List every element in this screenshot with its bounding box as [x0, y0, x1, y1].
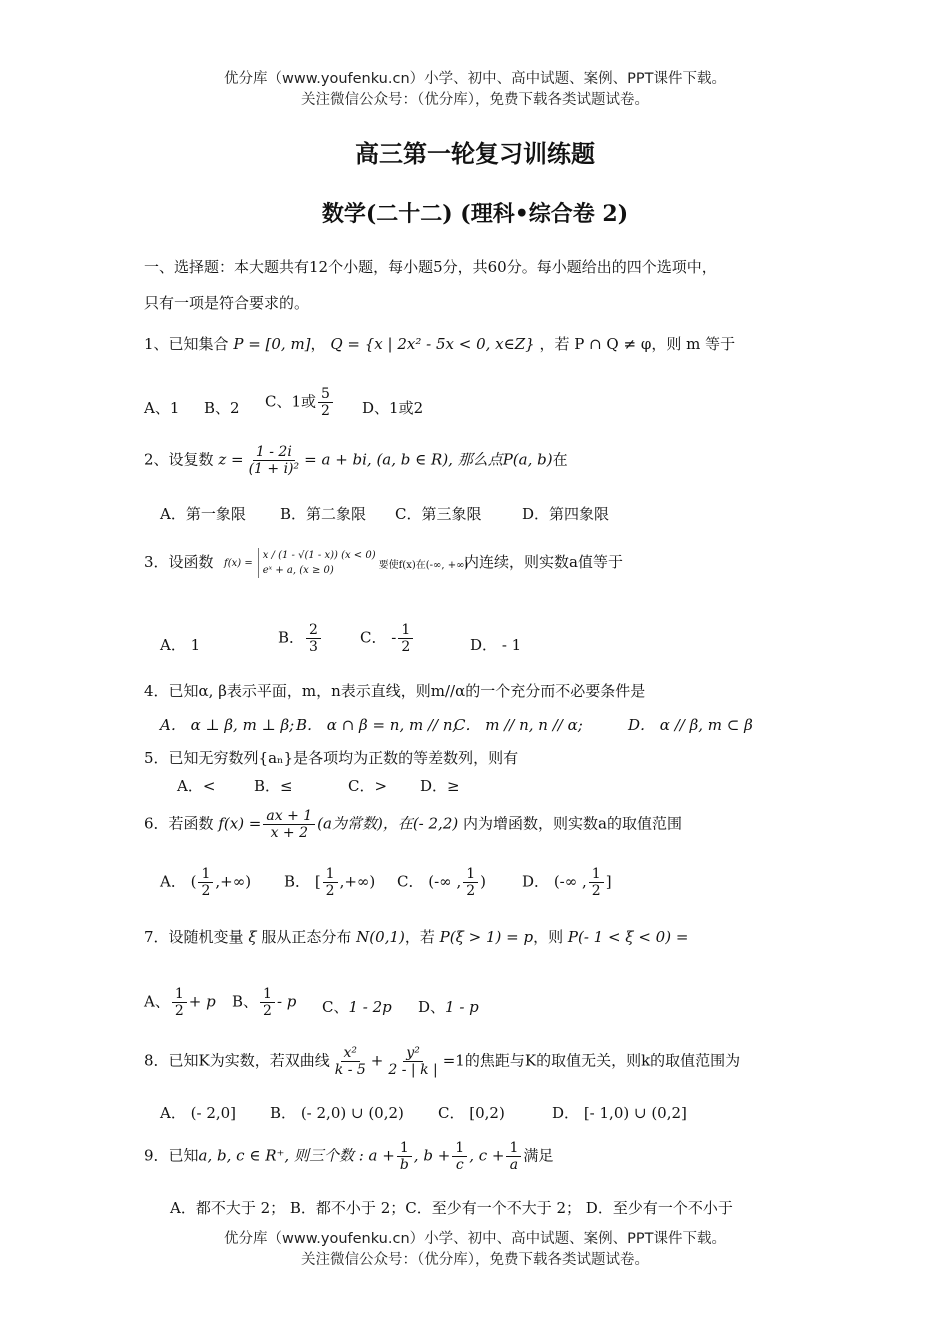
q3-b-den: 3: [309, 639, 318, 655]
q6-d-fraction: [589, 866, 604, 899]
q8-fraction-1: [332, 1045, 369, 1078]
q7-xi: ξ: [248, 928, 257, 946]
q8-plus: +: [370, 1051, 384, 1070]
q8-c-label: C．: [438, 1104, 465, 1122]
q6-b-den: 2: [325, 883, 335, 899]
q1-option-c-fraction: [318, 386, 333, 419]
question-1: [144, 333, 735, 354]
q6-c-fraction: [463, 866, 478, 899]
q8-d-value: [- 1,0) ∪ (0,2]: [583, 1104, 687, 1122]
q8-d-label: D．: [552, 1104, 580, 1122]
q1-label: 1、已知集合: [144, 335, 229, 353]
q6-option-d: [522, 866, 612, 899]
q3-option-b-fraction: [306, 622, 321, 655]
q2-option-c: C．第三象限: [395, 505, 482, 523]
q3-tail: 内连续，则实数a值等于: [464, 553, 623, 571]
q8-eq: =1: [442, 1051, 465, 1070]
q8-den-2: 2 - | k |: [388, 1062, 438, 1078]
q1-sep: ，: [310, 335, 326, 353]
q6-b-left: [: [314, 872, 321, 891]
q3-mid: 要使f(x)在(-∞, +∞): [378, 559, 469, 571]
q7-b-label: B、: [232, 992, 259, 1011]
q3-case-1: x / (1 - √(1 - x)) (x < 0): [262, 550, 376, 561]
q9-mid-2: , c +: [469, 1146, 505, 1165]
section-instructions-1: 一、选择题：本大题共有12个小题，每小题5分，共60分。每小题给出的四个选项中，: [144, 258, 717, 276]
q7-normal: N(0,1): [356, 928, 405, 946]
q3-fx: f(x) =: [224, 557, 253, 569]
q3-label: 3．设函数: [144, 553, 214, 571]
q8-a-label: A．: [160, 1104, 186, 1122]
q2-tail: 在: [552, 450, 568, 469]
q9-mid-1: , b +: [413, 1146, 451, 1165]
q4-option-b: B． α ∩ β = n, m // n;: [296, 716, 458, 734]
question-2: [144, 444, 568, 477]
q6-b-label: B．: [284, 872, 311, 891]
q8-tail: 的焦距与K的取值无关，则k的取值范围为: [464, 1051, 741, 1070]
q1-option-c: [265, 386, 335, 419]
q2-fraction: [246, 444, 303, 477]
q3-c-num: 1: [398, 622, 413, 639]
q8-num-1: x²: [341, 1045, 361, 1062]
q6-d-left: (-∞ ,: [553, 872, 587, 891]
q1-option-b: B、2: [204, 399, 240, 417]
q6-a-label: A．: [160, 872, 186, 891]
q7-b-den: 2: [263, 1003, 272, 1019]
q4-option-c: C． m // n, n // α;: [454, 716, 583, 734]
q1-option-c-label: C、1或: [265, 392, 317, 411]
q6-num: ax + 1: [263, 808, 315, 825]
q1-set-q: Q = {x | 2x² - 5x < 0, x∈Z}: [330, 335, 535, 353]
question-9: [144, 1140, 553, 1173]
q7-a-right: + p: [188, 992, 216, 1011]
q6-fx: f(x) =: [218, 814, 262, 833]
q3-case-2: eˣ + a, (x ≥ 0): [262, 565, 334, 576]
q7-ask: P(- 1 < ξ < 0) =: [567, 928, 689, 946]
q2-z: z =: [218, 450, 244, 469]
q6-a-right: ,+∞): [215, 872, 252, 891]
q9-frac-a: [506, 1140, 521, 1173]
question-5: 5．已知无穷数列{aₙ}是各项均为正数的等差数列，则有: [144, 749, 519, 767]
q3-option-a: A． 1: [160, 636, 201, 654]
q6-rest: (a为常数)，在(- 2,2): [317, 814, 459, 833]
q2-num: 1 - 2i: [253, 444, 295, 461]
q6-option-c: [397, 866, 486, 899]
q9-frac-b: [397, 1140, 412, 1173]
q6-a-fraction: [198, 866, 213, 899]
q7-label: 7．设随机变量: [144, 928, 244, 946]
q1-c-den: 2: [321, 403, 330, 419]
q1-option-a: A、1: [144, 399, 180, 417]
q8-c-value: [0,2): [469, 1104, 505, 1122]
q8-fraction-2: [385, 1045, 440, 1078]
q6-a-num: 1: [198, 866, 213, 883]
q9-b-num: 1: [397, 1140, 412, 1157]
q3-option-c-label: C． -: [360, 628, 397, 647]
q9-label: 9．已知: [144, 1146, 199, 1165]
q7-a-den: 2: [174, 1003, 184, 1019]
q9-condition: a, b, c ∈ R⁺, 则三个数 : a +: [198, 1146, 395, 1165]
q8-a-value: (- 2,0]: [190, 1104, 237, 1122]
q9-a-num: 1: [506, 1140, 521, 1157]
q6-option-a: [160, 866, 251, 899]
q3-cases: [258, 548, 376, 578]
q7-option-a: [144, 986, 216, 1019]
q7-b-right: - p: [276, 992, 297, 1011]
document-subtitle: 数学(二十二) (理科•综合卷 2): [321, 201, 629, 227]
q6-den: x + 2: [270, 825, 308, 841]
document-title: 高三第一轮复习训练题: [355, 139, 595, 168]
footer-line-1: 优分库（www.youfenku.cn）小学、初中、高中试题、案例、PPT课件下载。: [224, 1231, 726, 1247]
q6-c-right: ): [480, 872, 486, 891]
q1-option-d: D、1或2: [362, 399, 424, 417]
q3-option-b: [278, 622, 323, 655]
question-8: [144, 1045, 740, 1078]
q2-label: 2、设复数: [144, 450, 214, 469]
header-line-1: 优分库（www.youfenku.cn）小学、初中、高中试题、案例、PPT课件下载。: [224, 71, 726, 87]
q6-c-left: (-∞ ,: [428, 872, 462, 891]
q4-option-a: A． α ⊥ β, m ⊥ β;: [160, 716, 295, 734]
q9-c-num: 1: [452, 1140, 467, 1157]
question-7: [144, 926, 688, 947]
q6-label: 6．若函数: [144, 814, 214, 833]
q5-option-c: C．>: [348, 777, 388, 795]
q8-option-c: [438, 1102, 505, 1123]
q9-b-den: b: [399, 1157, 409, 1173]
q6-c-den: 2: [466, 883, 476, 899]
q3-option-d-label: D．: [470, 636, 498, 654]
q8-b-label: B．: [270, 1104, 297, 1122]
q3-option-c: [360, 622, 415, 655]
q6-fraction: [263, 808, 315, 841]
question-6: [144, 808, 682, 841]
q6-d-label: D．: [522, 872, 550, 891]
q7-b-fraction: [260, 986, 275, 1019]
question-4: 4．已知α, β表示平面，m，n表示直线，则m//α的一个充分而不必要条件是: [144, 682, 646, 700]
q7-option-d: [418, 996, 479, 1017]
q9-frac-c: [452, 1140, 467, 1173]
q4-option-d: D． α // β, m ⊂ β: [628, 716, 753, 734]
q2-option-a: A．第一象限: [160, 505, 246, 523]
q1-set-p: P = [0, m]: [233, 335, 311, 353]
q2-option-b: B．第二象限: [280, 505, 367, 523]
q6-option-b: [284, 866, 375, 899]
q7-then: ，则: [533, 928, 564, 946]
q2-rest: = a + bi, (a, b ∈ R), 那么点P(a, b): [304, 450, 553, 469]
q1-c-num: 5: [318, 386, 333, 403]
q6-tail: 内为增函数，则实数a的取值范围: [463, 814, 682, 833]
q8-option-a: [160, 1102, 236, 1123]
q7-mid: 服从正态分布: [261, 928, 352, 946]
q6-d-right: ]: [605, 872, 612, 891]
q6-a-left: (: [190, 872, 197, 891]
q7-a-num: 1: [172, 986, 187, 1003]
q3-option-d: [470, 634, 521, 655]
q3-c-den: 2: [401, 639, 411, 655]
q2-option-d: D．第四象限: [522, 505, 610, 523]
q7-a-label: A、: [144, 992, 170, 1011]
q3-option-c-fraction: [398, 622, 413, 655]
q5-option-b: B．≤: [254, 777, 293, 795]
q5-option-d: D．≥: [420, 777, 460, 795]
q9-options: A．都不大于 2； B．都不小于 2；C．至少有一个不大于 2； D．至少有一个不小于: [170, 1199, 733, 1217]
q2-den: (1 + i)²: [248, 461, 300, 477]
q7-b-num: 1: [260, 986, 275, 1003]
question-3: [144, 551, 214, 572]
q7-if: ，若: [404, 928, 435, 946]
section-instructions-2: 只有一项是符合要求的。: [144, 294, 310, 312]
q3-option-b-label: B．: [278, 628, 305, 647]
q7-c-value: 1 - 2p: [348, 998, 392, 1016]
q8-option-b: [270, 1102, 404, 1123]
q6-b-fraction: [323, 866, 338, 899]
footer-line-2: 关注微信公众号：（优分库），免费下载各类试题试卷。: [301, 1252, 649, 1268]
q7-condition: P(ξ > 1) = p: [439, 928, 534, 946]
q5-option-a: A．<: [177, 777, 216, 795]
q6-a-den: 2: [201, 883, 211, 899]
q3-function-def: [224, 548, 468, 578]
q6-c-label: C．: [397, 872, 424, 891]
q8-option-d: [552, 1102, 687, 1123]
q9-c-den: c: [455, 1157, 464, 1173]
q6-d-num: 1: [589, 866, 604, 883]
q3-option-d-value: - 1: [501, 636, 522, 654]
q1-condition: ，若 P ∩ Q ≠ φ，则 m 等于: [539, 335, 736, 353]
q8-den-1: k - 5: [334, 1062, 366, 1078]
q9-a-den: a: [509, 1157, 519, 1173]
q7-option-c: [322, 996, 392, 1017]
q6-c-num: 1: [463, 866, 478, 883]
q8-label: 8．已知K为实数，若双曲线: [144, 1051, 330, 1070]
q7-c-label: C、: [322, 998, 349, 1016]
q3-b-num: 2: [306, 622, 321, 639]
q7-option-b: [232, 986, 296, 1019]
q6-b-num: 1: [323, 866, 338, 883]
q8-b-value: (- 2,0) ∪ (0,2): [300, 1104, 404, 1122]
q6-d-den: 2: [591, 883, 601, 899]
q7-a-fraction: [172, 986, 187, 1019]
q8-num-2: y²: [403, 1045, 423, 1062]
header-line-2: 关注微信公众号：（优分库），免费下载各类试题试卷。: [301, 92, 649, 108]
q9-tail: 满足: [523, 1146, 554, 1165]
q7-d-label: D、: [418, 998, 446, 1016]
q6-b-right: ,+∞): [339, 872, 376, 891]
q7-d-value: 1 - p: [445, 998, 479, 1016]
